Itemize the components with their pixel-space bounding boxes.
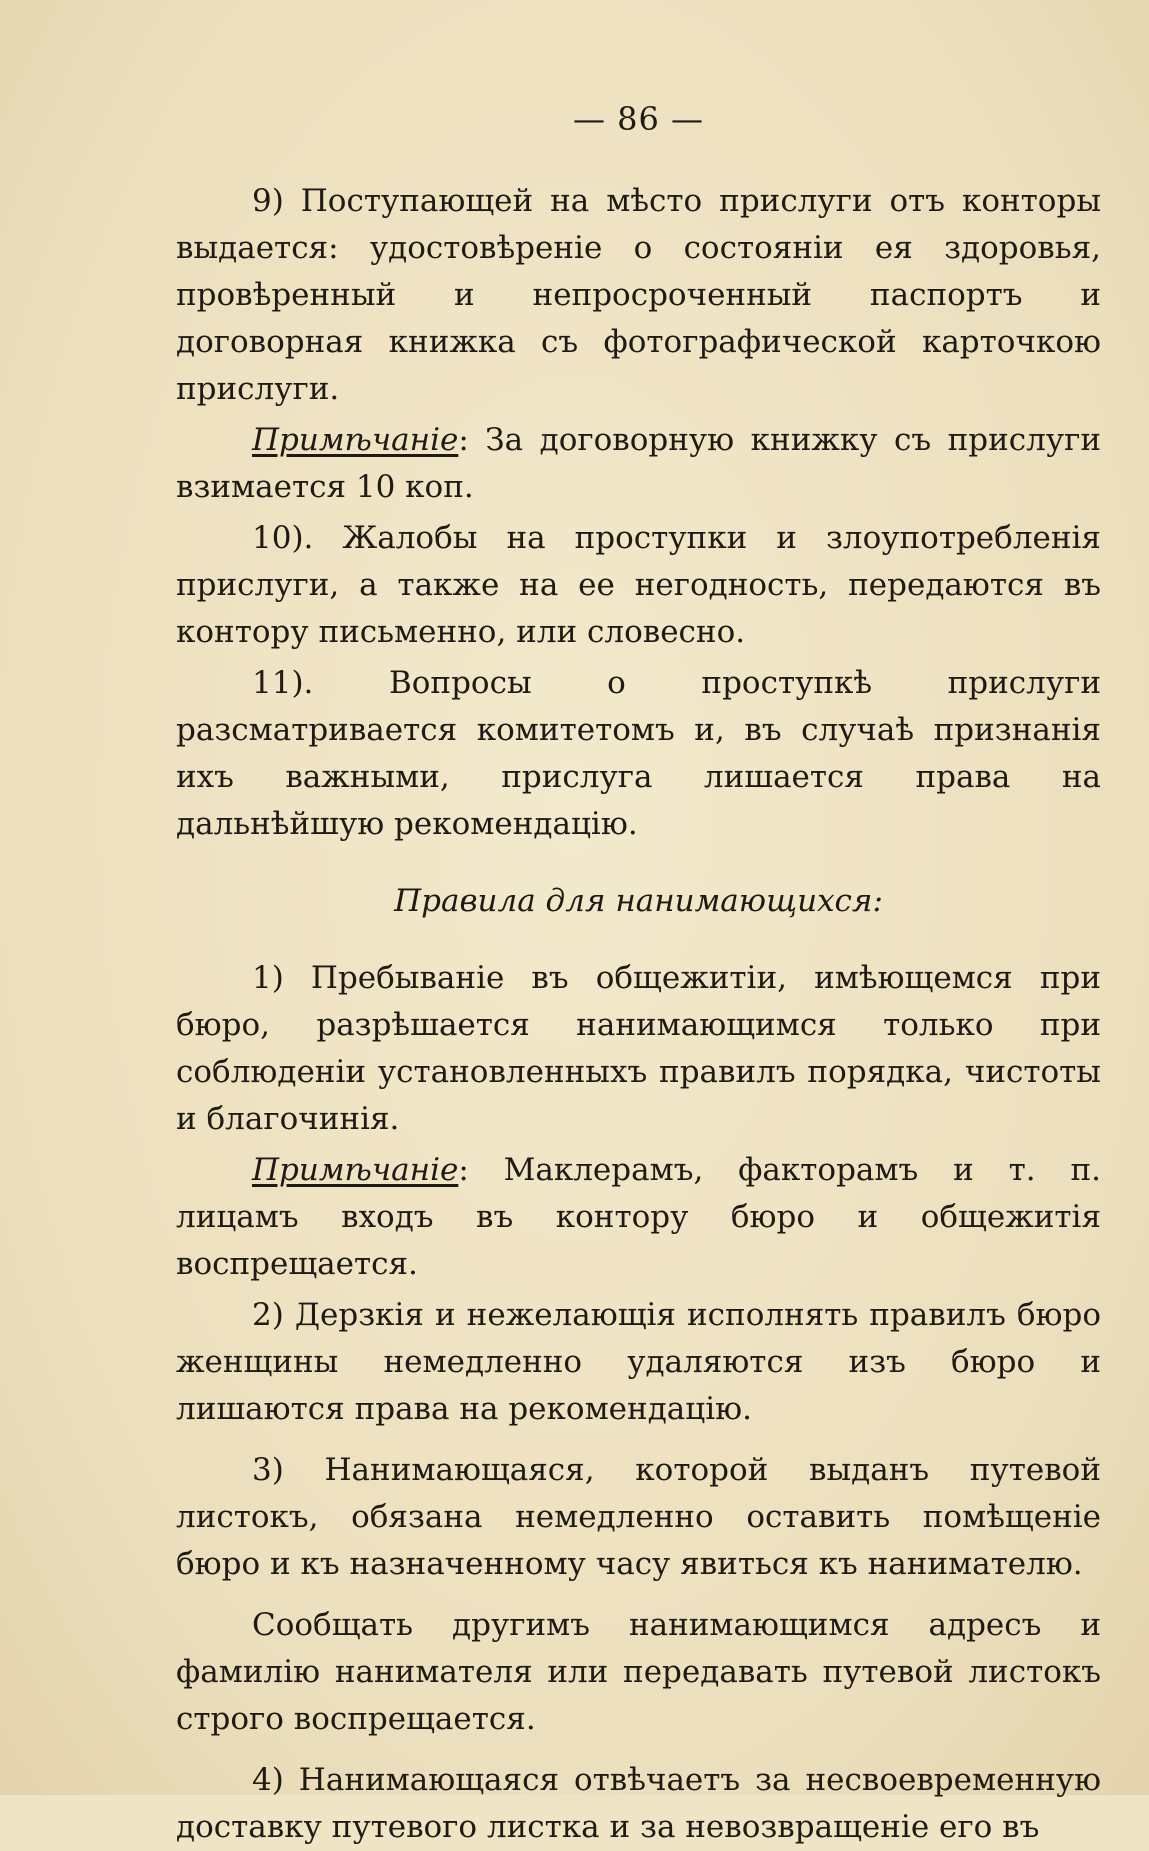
rule-3-continued: Сообщать другимъ нанимающимся адресъ и фамилію нанимателя или передавать путевой листокъ строго воспрещается.	[176, 1607, 1101, 1737]
note-1	[176, 417, 1101, 511]
rule-1: 1) Пребываніе въ общежитіи, имѣющемся при бюро, разрѣшается нанимающимся только при соблюденіи установленныхъ правилъ порядка, чистоты и благочинія.	[176, 960, 1101, 1137]
page-number: — 86 —	[572, 100, 705, 138]
paragraph-10: 10). Жалобы на проступки и злоупотребленія прислуги, а также на ее негодность, передаются въ контору письменно, или словесно.	[176, 520, 1101, 650]
rule-4: 4) Нанимающаяся отвѣчаетъ за несвоевременную доставку путевого листка и за невозвращеніе его въ	[176, 1762, 1101, 1845]
note-1-text: : За договорную книжку съ прислуги взимается 10 коп.	[176, 422, 1101, 505]
note-2	[176, 1147, 1101, 1288]
section-heading: Правила для нанимающихся:	[394, 883, 883, 919]
note-1-label: Примѣчаніе	[252, 422, 459, 458]
paragraph-11: 11). Вопросы о проступкѣ прислуги разсматривается комитетомъ и, въ случаѣ признанія ихъ важными, прислуга лишается права на дальнѣйшую рекомендацію.	[176, 665, 1101, 842]
rule-3: 3) Нанимающаяся, которой выданъ путевой листокъ, обязана немедленно оставить помѣщеніе бюро и къ назначенному часу явиться къ нанимателю.	[176, 1452, 1101, 1582]
rule-2: 2) Дерзкія и нежелающія исполнять правилъ бюро женщины немедленно удаляются изъ бюро и лишаются права на рекомендацію.	[176, 1297, 1101, 1427]
paragraph-9: 9) Поступающей на мѣсто прислуги отъ конторы выдается: удостовѣреніе о состояніи ея здоровья, провѣренный и непросроченный паспортъ и договорная книжка съ фотографической карточкою прислуги.	[176, 183, 1101, 407]
note-2-label: Примѣчаніе	[252, 1152, 459, 1188]
note-2-text: : Маклерамъ, факторамъ и т. п. лицамъ входъ въ контору бюро и общежитія воспрещается.	[176, 1152, 1101, 1282]
